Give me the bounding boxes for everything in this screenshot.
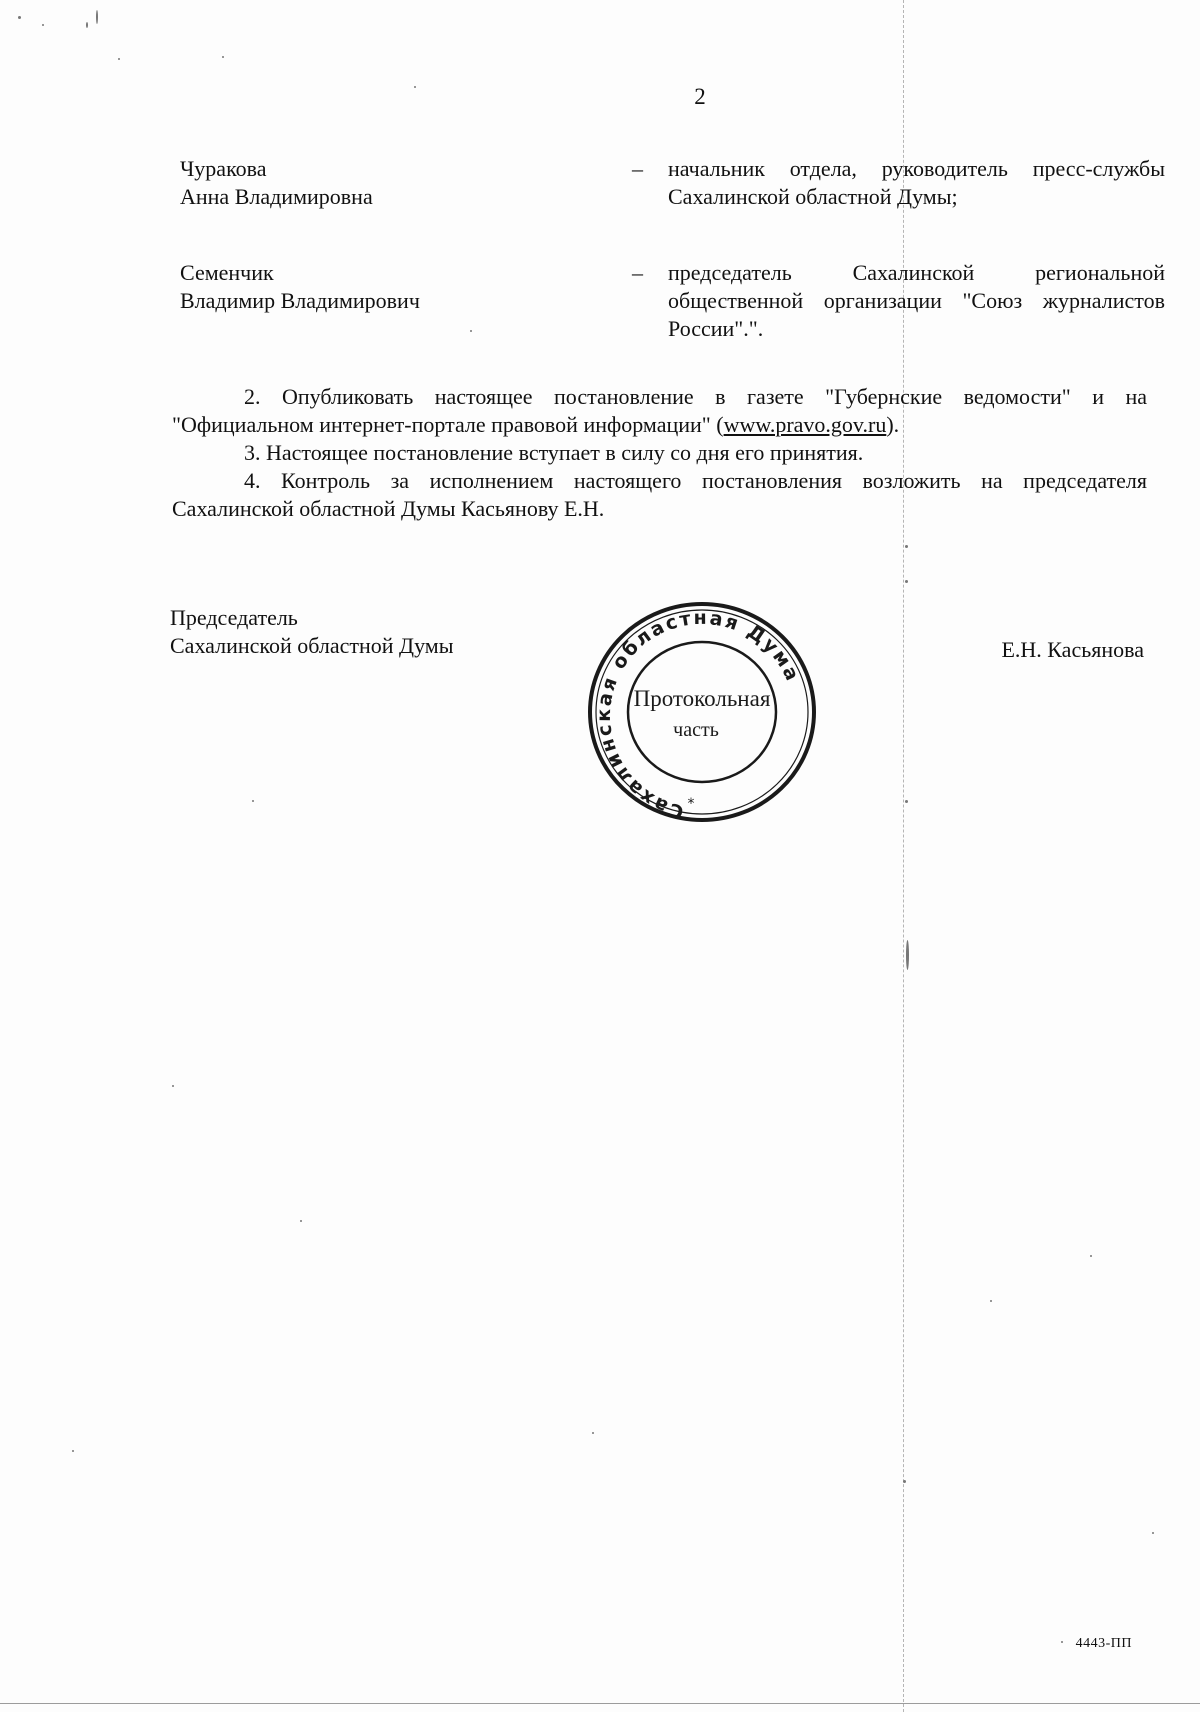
paragraph-publish-text: 2. Опубликовать настоящее постановление в газете "Губернские ведомости" и на "Официальном интернет-портале правовой информации" (	[172, 384, 1147, 437]
scan-speck	[1090, 1255, 1092, 1257]
scan-speck	[903, 1480, 906, 1483]
seal-center-line2: часть	[673, 719, 719, 741]
page-number: 2	[694, 84, 706, 109]
paragraph-publish	[172, 383, 1147, 439]
scan-speck	[96, 10, 98, 24]
paragraph-publish-end: ).	[886, 412, 900, 437]
paragraph-effective: 3. Настоящее постановление вступает в силу со дня его принятия.	[244, 440, 864, 465]
scan-bottom-edge	[0, 1703, 1200, 1704]
signature-title	[170, 604, 453, 660]
seal-ring-text: Сахалинская областная Дума	[592, 606, 804, 824]
signatory-name: Е.Н. Касьянова	[1001, 637, 1144, 662]
scan-speck	[222, 56, 224, 58]
scan-speck	[905, 580, 908, 583]
scan-speck	[300, 1220, 302, 1222]
scan-speck	[905, 545, 908, 548]
scan-speck	[42, 24, 44, 26]
member-surname: Чуракова	[180, 156, 267, 181]
scan-speck	[18, 16, 21, 19]
member-name	[180, 155, 580, 211]
svg-text:Сахалинская областная Дума	[593, 607, 804, 823]
scan-speck	[906, 940, 909, 970]
member-dash: –	[632, 156, 643, 181]
pravo-link[interactable]: www.pravo.gov.ru	[723, 412, 887, 437]
member-role: начальник отдела, руководитель пресс-службы Сахалинской областной Думы;	[668, 156, 1165, 209]
member-name	[180, 259, 580, 315]
member-surname: Семенчик	[180, 260, 274, 285]
document-code: 4443-ПП	[1075, 1636, 1132, 1651]
scan-speck	[118, 58, 120, 60]
member-given-names: Владимир Владимирович	[180, 288, 420, 313]
scan-speck	[592, 1432, 594, 1434]
scan-speck	[252, 800, 254, 802]
signature-title-line2: Сахалинской областной Думы	[170, 633, 454, 658]
scan-speck	[470, 330, 472, 332]
resolution-body	[172, 383, 1147, 523]
official-seal	[582, 596, 822, 828]
scan-speck	[990, 1300, 992, 1302]
member-given-names: Анна Владимировна	[180, 184, 373, 209]
scan-speck	[905, 800, 908, 803]
scan-fold-line	[903, 0, 904, 1712]
seal-star: *	[687, 796, 695, 812]
scan-speck	[172, 1085, 174, 1087]
signature-title-line1: Председатель	[170, 605, 298, 630]
seal-center-line1: Протокольная	[633, 686, 771, 711]
scan-speck	[1152, 1532, 1154, 1534]
scan-speck	[86, 22, 88, 28]
member-role: председатель Сахалинской региональной общественной организации "Союз журналистов России".".	[668, 260, 1165, 341]
scan-speck	[72, 1450, 74, 1452]
paragraph-control: 4. Контроль за исполнением настоящего постановления возложить на председателя Сахалинской областной Думы Касьянову Е.Н.	[172, 468, 1147, 521]
member-dash: –	[632, 260, 643, 285]
scan-speck	[414, 86, 416, 88]
scan-speck	[1061, 1641, 1063, 1643]
